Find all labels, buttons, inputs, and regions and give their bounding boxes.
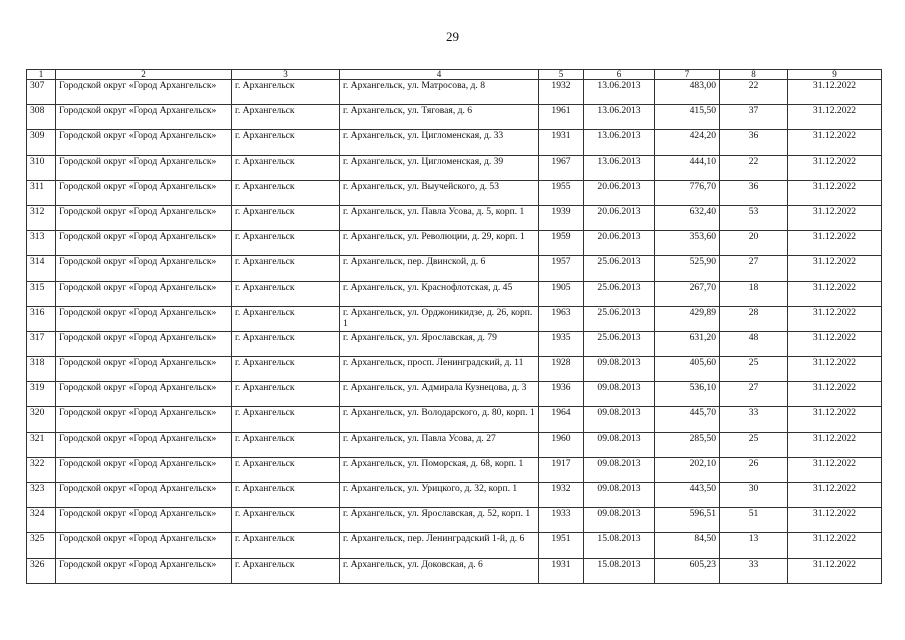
area-cell: 444,10 <box>655 155 720 180</box>
address-cell: г. Архангельск, ул. Павла Усова, д. 5, корп. 1 <box>340 205 539 230</box>
municipality-cell: Городской округ «Город Архангельск» <box>56 508 232 533</box>
municipality-cell: Городской округ «Город Архангельск» <box>56 231 232 256</box>
deadline-cell: 31.12.2022 <box>788 357 882 382</box>
area-cell: 631,20 <box>655 331 720 356</box>
year-built-cell: 1933 <box>539 508 584 533</box>
column-header: 2 <box>56 70 232 80</box>
municipality-cell: Городской округ «Город Архангельск» <box>56 306 232 331</box>
settlement-cell: г. Архангельск <box>232 180 340 205</box>
residents-cell: 25 <box>720 357 788 382</box>
settlement-cell: г. Архангельск <box>232 130 340 155</box>
deadline-cell: 31.12.2022 <box>788 432 882 457</box>
deadline-cell: 31.12.2022 <box>788 105 882 130</box>
year-built-cell: 1936 <box>539 382 584 407</box>
area-cell: 536,10 <box>655 382 720 407</box>
municipality-cell: Городской округ «Город Архангельск» <box>56 357 232 382</box>
area-cell: 84,50 <box>655 533 720 558</box>
address-cell: г. Архангельск, ул. Революции, д. 29, корп. 1 <box>340 231 539 256</box>
area-cell: 525,90 <box>655 256 720 281</box>
date-cell: 13.06.2013 <box>584 155 655 180</box>
year-built-cell: 1955 <box>539 180 584 205</box>
date-cell: 09.08.2013 <box>584 508 655 533</box>
table-row <box>27 155 882 180</box>
residents-cell: 26 <box>720 457 788 482</box>
row-number-cell: 316 <box>27 306 56 331</box>
row-number-cell: 315 <box>27 281 56 306</box>
settlement-cell: г. Архангельск <box>232 407 340 432</box>
table-row <box>27 281 882 306</box>
year-built-cell: 1932 <box>539 483 584 508</box>
table-row <box>27 105 882 130</box>
year-built-cell: 1939 <box>539 205 584 230</box>
row-number-cell: 318 <box>27 357 56 382</box>
settlement-cell: г. Архангельск <box>232 357 340 382</box>
year-built-cell: 1951 <box>539 533 584 558</box>
settlement-cell: г. Архангельск <box>232 483 340 508</box>
date-cell: 25.06.2013 <box>584 281 655 306</box>
deadline-cell: 31.12.2022 <box>788 80 882 105</box>
municipality-cell: Городской округ «Город Архангельск» <box>56 382 232 407</box>
municipality-cell: Городской округ «Город Архангельск» <box>56 457 232 482</box>
row-number-cell: 326 <box>27 558 56 583</box>
table-body <box>27 80 882 584</box>
address-cell: г. Архангельск, ул. Урицкого, д. 32, корп. 1 <box>340 483 539 508</box>
area-cell: 429,89 <box>655 306 720 331</box>
date-cell: 09.08.2013 <box>584 382 655 407</box>
table-row <box>27 558 882 583</box>
settlement-cell: г. Архангельск <box>232 508 340 533</box>
residents-cell: 51 <box>720 508 788 533</box>
address-cell: г. Архангельск, пер. Двинской, д. 6 <box>340 256 539 281</box>
settlement-cell: г. Архангельск <box>232 432 340 457</box>
date-cell: 20.06.2013 <box>584 205 655 230</box>
table-row <box>27 331 882 356</box>
address-cell: г. Архангельск, пер. Ленинградский 1-й, д. 6 <box>340 533 539 558</box>
residents-cell: 28 <box>720 306 788 331</box>
deadline-cell: 31.12.2022 <box>788 306 882 331</box>
residents-cell: 27 <box>720 256 788 281</box>
deadline-cell: 31.12.2022 <box>788 130 882 155</box>
year-built-cell: 1928 <box>539 357 584 382</box>
area-cell: 285,50 <box>655 432 720 457</box>
year-built-cell: 1960 <box>539 432 584 457</box>
table-row <box>27 180 882 205</box>
municipality-cell: Городской округ «Город Архангельск» <box>56 130 232 155</box>
housing-registry-table <box>26 69 882 584</box>
column-header: 6 <box>584 70 655 80</box>
area-cell: 605,23 <box>655 558 720 583</box>
date-cell: 09.08.2013 <box>584 483 655 508</box>
date-cell: 09.08.2013 <box>584 457 655 482</box>
area-cell: 405,60 <box>655 357 720 382</box>
row-number-cell: 317 <box>27 331 56 356</box>
area-cell: 443,50 <box>655 483 720 508</box>
column-header: 1 <box>27 70 56 80</box>
deadline-cell: 31.12.2022 <box>788 558 882 583</box>
date-cell: 09.08.2013 <box>584 407 655 432</box>
residents-cell: 22 <box>720 80 788 105</box>
area-cell: 267,70 <box>655 281 720 306</box>
address-cell: г. Архангельск, ул. Цигломенская, д. 39 <box>340 155 539 180</box>
year-built-cell: 1957 <box>539 256 584 281</box>
deadline-cell: 31.12.2022 <box>788 533 882 558</box>
deadline-cell: 31.12.2022 <box>788 231 882 256</box>
municipality-cell: Городской округ «Город Архангельск» <box>56 105 232 130</box>
date-cell: 20.06.2013 <box>584 231 655 256</box>
date-cell: 15.08.2013 <box>584 533 655 558</box>
header-row <box>27 70 882 80</box>
residents-cell: 36 <box>720 130 788 155</box>
date-cell: 15.08.2013 <box>584 558 655 583</box>
municipality-cell: Городской округ «Город Архангельск» <box>56 180 232 205</box>
settlement-cell: г. Архангельск <box>232 155 340 180</box>
row-number-cell: 313 <box>27 231 56 256</box>
year-built-cell: 1967 <box>539 155 584 180</box>
area-cell: 776,70 <box>655 180 720 205</box>
settlement-cell: г. Архангельск <box>232 331 340 356</box>
address-cell: г. Архангельск, ул. Выучейского, д. 53 <box>340 180 539 205</box>
deadline-cell: 31.12.2022 <box>788 508 882 533</box>
settlement-cell: г. Архангельск <box>232 281 340 306</box>
table-row <box>27 130 882 155</box>
residents-cell: 20 <box>720 231 788 256</box>
address-cell: г. Архангельск, ул. Павла Усова, д. 27 <box>340 432 539 457</box>
address-cell: г. Архангельск, ул. Краснофлотская, д. 45 <box>340 281 539 306</box>
date-cell: 13.06.2013 <box>584 105 655 130</box>
deadline-cell: 31.12.2022 <box>788 205 882 230</box>
residents-cell: 48 <box>720 331 788 356</box>
year-built-cell: 1959 <box>539 231 584 256</box>
address-cell: г. Архангельск, ул. Цигломенская, д. 33 <box>340 130 539 155</box>
date-cell: 25.06.2013 <box>584 306 655 331</box>
date-cell: 25.06.2013 <box>584 331 655 356</box>
residents-cell: 53 <box>720 205 788 230</box>
row-number-cell: 309 <box>27 130 56 155</box>
table-row <box>27 231 882 256</box>
settlement-cell: г. Архангельск <box>232 80 340 105</box>
deadline-cell: 31.12.2022 <box>788 331 882 356</box>
table-row <box>27 306 882 331</box>
row-number-cell: 323 <box>27 483 56 508</box>
municipality-cell: Городской округ «Город Архангельск» <box>56 407 232 432</box>
municipality-cell: Городской округ «Город Архангельск» <box>56 155 232 180</box>
municipality-cell: Городской округ «Город Архангельск» <box>56 256 232 281</box>
date-cell: 13.06.2013 <box>584 80 655 105</box>
deadline-cell: 31.12.2022 <box>788 281 882 306</box>
table-row <box>27 256 882 281</box>
municipality-cell: Городской округ «Город Архангельск» <box>56 205 232 230</box>
column-header: 4 <box>340 70 539 80</box>
municipality-cell: Городской округ «Город Архангельск» <box>56 80 232 105</box>
row-number-cell: 307 <box>27 80 56 105</box>
address-cell: г. Архангельск, ул. Адмирала Кузнецова, д. 3 <box>340 382 539 407</box>
settlement-cell: г. Архангельск <box>232 457 340 482</box>
table-row <box>27 407 882 432</box>
table-row <box>27 533 882 558</box>
row-number-cell: 322 <box>27 457 56 482</box>
date-cell: 13.06.2013 <box>584 130 655 155</box>
row-number-cell: 321 <box>27 432 56 457</box>
residents-cell: 22 <box>720 155 788 180</box>
row-number-cell: 314 <box>27 256 56 281</box>
row-number-cell: 325 <box>27 533 56 558</box>
area-cell: 424,20 <box>655 130 720 155</box>
area-cell: 445,70 <box>655 407 720 432</box>
area-cell: 415,50 <box>655 105 720 130</box>
address-cell: г. Архангельск, ул. Ярославская, д. 79 <box>340 331 539 356</box>
date-cell: 20.06.2013 <box>584 180 655 205</box>
row-number-cell: 312 <box>27 205 56 230</box>
deadline-cell: 31.12.2022 <box>788 256 882 281</box>
column-header: 5 <box>539 70 584 80</box>
deadline-cell: 31.12.2022 <box>788 407 882 432</box>
table-row <box>27 382 882 407</box>
address-cell: г. Архангельск, ул. Орджоникидзе, д. 26, корп. 1 <box>340 306 539 331</box>
table-row <box>27 80 882 105</box>
year-built-cell: 1964 <box>539 407 584 432</box>
area-cell: 632,40 <box>655 205 720 230</box>
year-built-cell: 1961 <box>539 105 584 130</box>
municipality-cell: Городской округ «Город Архангельск» <box>56 558 232 583</box>
settlement-cell: г. Архангельск <box>232 533 340 558</box>
column-header: 8 <box>720 70 788 80</box>
settlement-cell: г. Архангельск <box>232 205 340 230</box>
settlement-cell: г. Архангельск <box>232 558 340 583</box>
row-number-cell: 311 <box>27 180 56 205</box>
address-cell: г. Архангельск, ул. Ярославская, д. 52, корп. 1 <box>340 508 539 533</box>
table-row <box>27 357 882 382</box>
area-cell: 353,60 <box>655 231 720 256</box>
table-row <box>27 205 882 230</box>
deadline-cell: 31.12.2022 <box>788 457 882 482</box>
residents-cell: 25 <box>720 432 788 457</box>
year-built-cell: 1931 <box>539 558 584 583</box>
deadline-cell: 31.12.2022 <box>788 382 882 407</box>
year-built-cell: 1935 <box>539 331 584 356</box>
settlement-cell: г. Архангельск <box>232 231 340 256</box>
deadline-cell: 31.12.2022 <box>788 155 882 180</box>
municipality-cell: Городской округ «Город Архангельск» <box>56 281 232 306</box>
date-cell: 25.06.2013 <box>584 256 655 281</box>
row-number-cell: 320 <box>27 407 56 432</box>
residents-cell: 33 <box>720 407 788 432</box>
area-cell: 596,51 <box>655 508 720 533</box>
settlement-cell: г. Архангельск <box>232 306 340 331</box>
deadline-cell: 31.12.2022 <box>788 180 882 205</box>
year-built-cell: 1932 <box>539 80 584 105</box>
address-cell: г. Архангельск, ул. Володарского, д. 80, корп. 1 <box>340 407 539 432</box>
column-header: 9 <box>788 70 882 80</box>
year-built-cell: 1905 <box>539 281 584 306</box>
address-cell: г. Архангельск, ул. Тяговая, д. 6 <box>340 105 539 130</box>
settlement-cell: г. Архангельск <box>232 105 340 130</box>
area-cell: 483,00 <box>655 80 720 105</box>
row-number-cell: 319 <box>27 382 56 407</box>
address-cell: г. Архангельск, ул. Доковская, д. 6 <box>340 558 539 583</box>
date-cell: 09.08.2013 <box>584 357 655 382</box>
residents-cell: 30 <box>720 483 788 508</box>
table-row <box>27 457 882 482</box>
year-built-cell: 1963 <box>539 306 584 331</box>
residents-cell: 18 <box>720 281 788 306</box>
municipality-cell: Городской округ «Город Архангельск» <box>56 432 232 457</box>
row-number-cell: 308 <box>27 105 56 130</box>
row-number-cell: 310 <box>27 155 56 180</box>
address-cell: г. Архангельск, просп. Ленинградский, д. 11 <box>340 357 539 382</box>
table-row <box>27 432 882 457</box>
settlement-cell: г. Архангельск <box>232 256 340 281</box>
settlement-cell: г. Архангельск <box>232 382 340 407</box>
residents-cell: 13 <box>720 533 788 558</box>
table-row <box>27 483 882 508</box>
year-built-cell: 1917 <box>539 457 584 482</box>
row-number-cell: 324 <box>27 508 56 533</box>
area-cell: 202,10 <box>655 457 720 482</box>
residents-cell: 33 <box>720 558 788 583</box>
date-cell: 09.08.2013 <box>584 432 655 457</box>
municipality-cell: Городской округ «Город Архангельск» <box>56 533 232 558</box>
address-cell: г. Архангельск, ул. Матросова, д. 8 <box>340 80 539 105</box>
deadline-cell: 31.12.2022 <box>788 483 882 508</box>
municipality-cell: Городской округ «Город Архангельск» <box>56 331 232 356</box>
year-built-cell: 1931 <box>539 130 584 155</box>
table-row <box>27 508 882 533</box>
column-header: 7 <box>655 70 720 80</box>
residents-cell: 36 <box>720 180 788 205</box>
page-number: 29 <box>446 29 459 44</box>
address-cell: г. Архангельск, ул. Поморская, д. 68, корп. 1 <box>340 457 539 482</box>
municipality-cell: Городской округ «Город Архангельск» <box>56 483 232 508</box>
residents-cell: 37 <box>720 105 788 130</box>
column-header: 3 <box>232 70 340 80</box>
residents-cell: 27 <box>720 382 788 407</box>
